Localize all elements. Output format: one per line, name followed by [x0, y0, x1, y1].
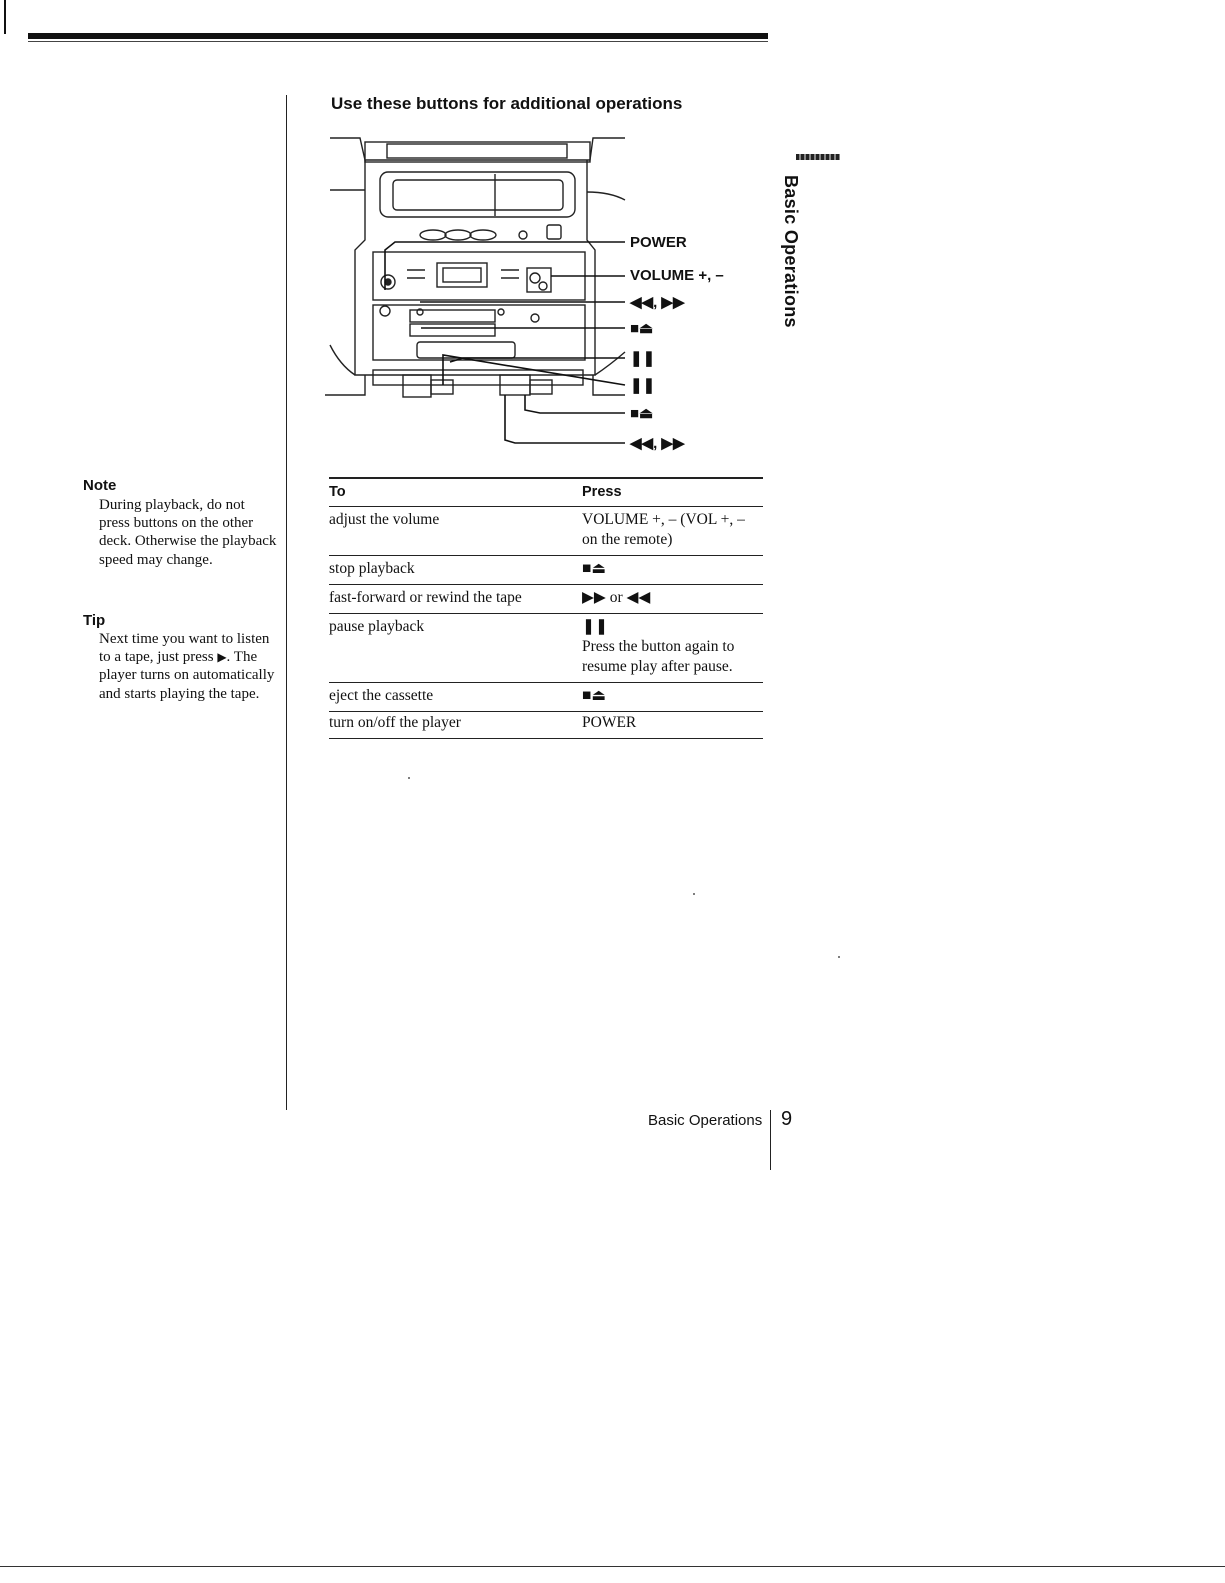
table-rule: [329, 584, 763, 585]
callout-rewind-ff-top: ◀◀, ▶▶: [630, 294, 685, 311]
callout-volume: VOLUME +, –: [630, 267, 724, 284]
row-to-5: turn on/off the player: [329, 714, 461, 731]
scan-speck: [838, 956, 840, 958]
footer-divider: [770, 1110, 771, 1170]
row-to-1: stop playback: [329, 560, 415, 577]
table-rule: [329, 506, 763, 507]
footer-section-label: Basic Operations: [648, 1112, 763, 1129]
top-rule: [28, 33, 768, 39]
table-rule: [329, 555, 763, 556]
row-to-0: adjust the volume: [329, 511, 440, 528]
callout-stop-eject-top: ■⏏: [630, 320, 654, 337]
side-tab-marker: [796, 154, 840, 160]
scan-speck: [408, 777, 410, 779]
column-divider: [286, 95, 287, 1110]
table-rule: [329, 711, 763, 712]
callout-rewind-ff-bottom: ◀◀, ▶▶: [630, 435, 685, 452]
row-press-1: ■⏏: [582, 560, 607, 577]
tip-text-before: Next time you want to listen to a tape, just press: [99, 631, 270, 666]
cd-player-diagram: [325, 130, 765, 465]
section-heading: Use these buttons for additional operations: [331, 94, 683, 113]
row-press-note-3: Press the button again to resume play after pause.: [582, 638, 735, 675]
row-press-2: ▶▶ or ◀◀: [582, 589, 651, 606]
page-number: 9: [781, 1108, 793, 1130]
tip-title: Tip: [83, 612, 106, 629]
cd-player-illustration: [325, 130, 765, 465]
row-press-0: VOLUME +, – (VOL +, – on the remote): [582, 511, 745, 548]
row-to-3: pause playback: [329, 618, 425, 635]
callout-pause-top: ❚❚: [630, 350, 656, 367]
header-to: To: [329, 484, 346, 500]
table-rule: [329, 682, 763, 683]
row-to-2: fast-forward or rewind the tape: [329, 589, 522, 606]
table-rule: [329, 613, 763, 614]
tip-text: [99, 630, 279, 703]
scan-speck: [693, 893, 695, 895]
top-rule-thin: [28, 41, 768, 42]
row-press-3: ❚❚: [582, 618, 608, 635]
callout-stop-eject-bottom: ■⏏: [630, 405, 654, 422]
bottom-rule: [0, 1566, 1225, 1567]
table-bottom-rule: [329, 738, 763, 739]
page-edge-mark: [4, 0, 6, 34]
callout-power: POWER: [630, 234, 687, 251]
row-to-4: eject the cassette: [329, 687, 434, 704]
row-press-4: ■⏏: [582, 687, 607, 704]
callout-pause-bottom: ❚❚: [630, 377, 656, 394]
note-title: Note: [83, 477, 117, 494]
header-press: Press: [582, 484, 622, 500]
table-top-rule: [329, 477, 763, 479]
side-tab-label: Basic Operations: [781, 175, 801, 328]
play-icon: ▶: [217, 650, 227, 665]
tip-text-after: . The player turns on automatically and starts playing the tape.: [99, 649, 275, 702]
note-text: During playback, do not press buttons on the other deck. Otherwise the playback speed may change.: [99, 497, 277, 568]
row-press-5: POWER: [582, 714, 637, 731]
